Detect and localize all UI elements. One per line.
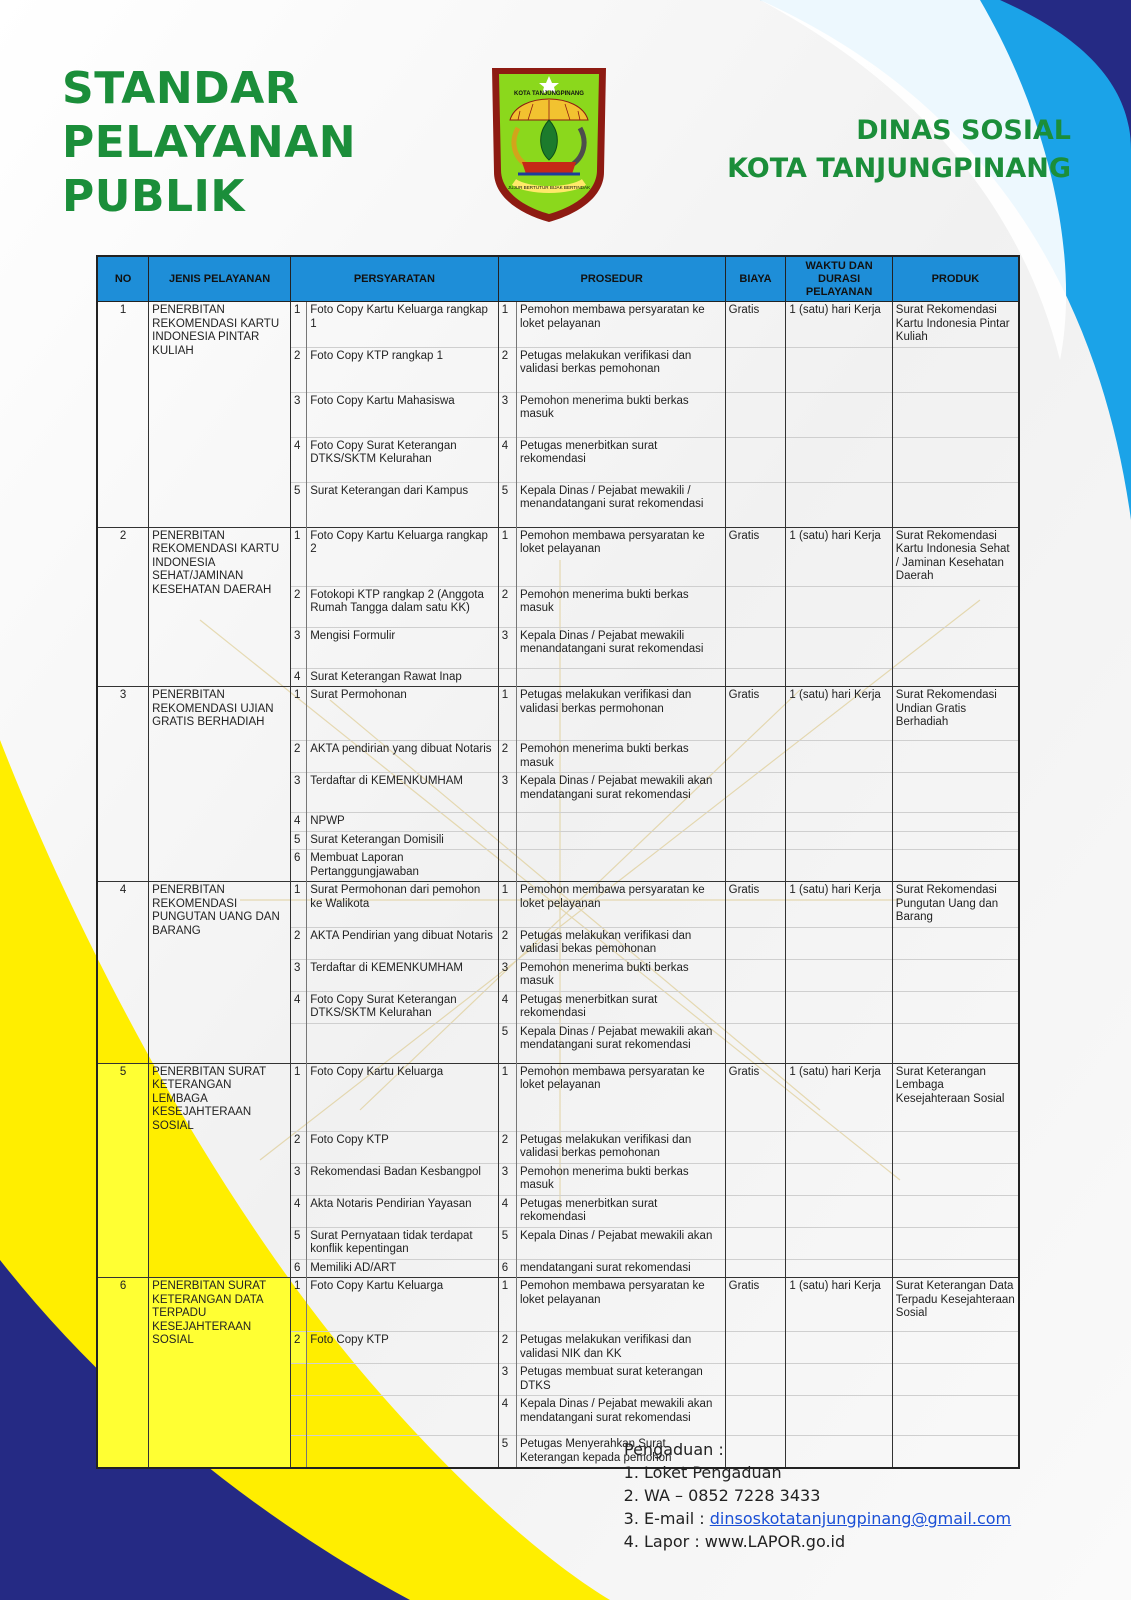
procedure-number: 1	[498, 302, 516, 348]
complaint-list	[624, 1461, 1011, 1553]
empty-cell	[892, 1163, 1019, 1195]
requirement-number: 3	[291, 392, 307, 437]
requirement-number: 3	[291, 773, 307, 813]
requirement-text	[307, 1364, 498, 1396]
logo-text-bottom: JUJUR BERTUTUR BIJAK BERTINDAK	[507, 185, 591, 190]
table-header-row	[97, 256, 1019, 302]
empty-cell	[725, 1023, 786, 1063]
procedure-text: Pemohon membawa persyaratan ke loket pelayanan	[516, 527, 725, 586]
empty-cell	[892, 959, 1019, 991]
procedure-number: 6	[498, 1259, 516, 1278]
service-duration: 1 (satu) hari Kerja	[786, 302, 892, 348]
requirement-text: Foto Copy Kartu Keluarga rangkap 1	[307, 302, 498, 348]
procedure-number: 1	[498, 527, 516, 586]
procedure-text: Petugas menerbitkan surat rekomendasi	[516, 1195, 725, 1227]
requirement-number: 5	[291, 1227, 307, 1259]
empty-cell	[725, 392, 786, 437]
empty-cell	[892, 392, 1019, 437]
empty-cell	[786, 437, 892, 482]
service-product: Surat Rekomendasi Undian Gratis Berhadiah	[892, 687, 1019, 741]
service-product: Surat Rekomendasi Kartu Indonesia Pintar Kuliah	[892, 302, 1019, 348]
empty-cell	[892, 586, 1019, 627]
empty-cell	[892, 773, 1019, 813]
requirement-text: Surat Keterangan Domisili	[307, 831, 498, 850]
procedure-number: 2	[498, 1332, 516, 1364]
requirement-number: 4	[291, 813, 307, 832]
empty-cell	[725, 347, 786, 392]
procedure-text: Pemohon menerima bukti berkas masuk	[516, 586, 725, 627]
empty-cell	[725, 627, 786, 668]
header-no: NO	[97, 256, 149, 302]
header-jenis: JENIS PELAYANAN	[149, 256, 291, 302]
complaint-item-email	[644, 1507, 1011, 1530]
service-product: Surat Rekomendasi Kartu Indonesia Sehat / Jaminan Kesehatan Daerah	[892, 527, 1019, 586]
procedure-number: 1	[498, 1278, 516, 1332]
requirement-text: Surat Permohonan	[307, 687, 498, 741]
complaint-item-wa: 2. WA – 0852 7228 3433	[644, 1484, 1011, 1507]
requirement-number: 1	[291, 882, 307, 928]
service-name: PENERBITAN SURAT KETERANGAN DATA TERPADU KESEJAHTERAAN SOSIAL	[149, 1278, 291, 1469]
procedure-number	[498, 813, 516, 832]
procedure-text: Petugas melakukan verifikasi dan validasi bekas pemohonan	[516, 927, 725, 959]
requirement-text: Foto Copy Kartu Keluarga	[307, 1063, 498, 1131]
service-product: Surat Keterangan Data Terpadu Kesejahteraan Sosial	[892, 1278, 1019, 1332]
table-row	[97, 527, 1019, 586]
header-produk: PRODUK	[892, 256, 1019, 302]
procedure-text: Pemohon membawa persyaratan ke loket pelayanan	[516, 302, 725, 348]
empty-cell	[725, 773, 786, 813]
procedure-number: 3	[498, 1163, 516, 1195]
service-standard-table	[96, 255, 1020, 1469]
table-row	[97, 1063, 1019, 1131]
header-prosedur: PROSEDUR	[498, 256, 725, 302]
procedure-number: 1	[498, 882, 516, 928]
procedure-number: 3	[498, 773, 516, 813]
empty-cell	[786, 627, 892, 668]
service-number: 1	[97, 302, 149, 528]
requirement-text: Membuat Laporan Pertanggungjawaban	[307, 850, 498, 882]
empty-cell	[892, 1195, 1019, 1227]
procedure-number: 2	[498, 586, 516, 627]
procedure-text: Petugas melakukan verifikasi dan validasi berkas pemohonan	[516, 347, 725, 392]
procedure-text: mendatangani surat rekomendasi	[516, 1259, 725, 1278]
header-persyaratan: PERSYARATAN	[291, 256, 499, 302]
header-waktu: WAKTU DAN DURASI PELAYANAN	[786, 256, 892, 302]
requirement-text: AKTA Pendirian yang dibuat Notaris	[307, 927, 498, 959]
empty-cell	[786, 959, 892, 991]
empty-cell	[786, 1227, 892, 1259]
requirement-number	[291, 1364, 307, 1396]
agency-line-2: KOTA TANJUNGPINANG	[727, 153, 1071, 184]
procedure-text: Petugas melakukan verifikasi dan validasi NIK dan KK	[516, 1332, 725, 1364]
procedure-text	[516, 831, 725, 850]
procedure-text: Petugas melakukan verifikasi dan validasi berkas permohonan	[516, 687, 725, 741]
procedure-text	[516, 813, 725, 832]
service-fee: Gratis	[725, 527, 786, 586]
requirement-text: Foto Copy Surat Keterangan DTKS/SKTM Kelurahan	[307, 437, 498, 482]
service-name: PENERBITAN REKOMENDASI PUNGUTAN UANG DAN BARANG	[149, 882, 291, 1064]
requirement-text	[307, 1396, 498, 1436]
procedure-text: Petugas menerbitkan surat rekomendasi	[516, 991, 725, 1023]
procedure-text: Pemohon menerima bukti berkas masuk	[516, 959, 725, 991]
procedure-number: 5	[498, 482, 516, 527]
procedure-number: 2	[498, 347, 516, 392]
requirement-number: 1	[291, 302, 307, 348]
title-line-2: PELAYANAN	[62, 117, 357, 168]
empty-cell	[725, 437, 786, 482]
empty-cell	[786, 668, 892, 687]
service-duration: 1 (satu) hari Kerja	[786, 1278, 892, 1332]
empty-cell	[786, 1023, 892, 1063]
agency-name	[727, 112, 1071, 188]
requirement-text: Akta Notaris Pendirian Yayasan	[307, 1195, 498, 1227]
empty-cell	[786, 482, 892, 527]
empty-cell	[786, 1163, 892, 1195]
requirement-number: 4	[291, 991, 307, 1023]
requirement-number	[291, 1436, 307, 1469]
requirement-text: Terdaftar di KEMENKUMHAM	[307, 959, 498, 991]
procedure-number: 4	[498, 991, 516, 1023]
empty-cell	[725, 741, 786, 773]
requirement-number	[291, 1396, 307, 1436]
procedure-number	[498, 850, 516, 882]
empty-cell	[725, 813, 786, 832]
procedure-text: Pemohon menerima bukti berkas masuk	[516, 1163, 725, 1195]
empty-cell	[786, 392, 892, 437]
procedure-text: Petugas Menyerahkan Surat Keterangan kepada pemohon	[516, 1436, 725, 1469]
service-name: PENERBITAN REKOMENDASI UJIAN GRATIS BERHADIAH	[149, 687, 291, 882]
requirement-text: Foto Copy Kartu Mahasiswa	[307, 392, 498, 437]
requirement-text: Terdaftar di KEMENKUMHAM	[307, 773, 498, 813]
empty-cell	[725, 1195, 786, 1227]
procedure-text: Petugas melakukan verifikasi dan validasi berkas pemohonan	[516, 1131, 725, 1163]
empty-cell	[725, 927, 786, 959]
empty-cell	[725, 1396, 786, 1436]
service-duration: 1 (satu) hari Kerja	[786, 687, 892, 741]
procedure-text: Kepala Dinas / Pejabat mewakili akan	[516, 1227, 725, 1259]
procedure-number: 3	[498, 627, 516, 668]
service-fee: Gratis	[725, 882, 786, 928]
requirement-number: 1	[291, 687, 307, 741]
procedure-text: Kepala Dinas / Pejabat mewakili akan mendatangani surat rekomendasi	[516, 773, 725, 813]
empty-cell	[786, 1396, 892, 1436]
requirement-text	[307, 1436, 498, 1469]
table-row	[97, 302, 1019, 348]
procedure-number: 1	[498, 687, 516, 741]
procedure-text: Kepala Dinas / Pejabat mewakili akan mendatangani surat rekomendasi	[516, 1396, 725, 1436]
service-number: 6	[97, 1278, 149, 1469]
empty-cell	[892, 482, 1019, 527]
table-row	[97, 687, 1019, 741]
requirement-text: Memiliki AD/ART	[307, 1259, 498, 1278]
requirement-number: 1	[291, 1278, 307, 1332]
empty-cell	[892, 1259, 1019, 1278]
table-row	[97, 1278, 1019, 1332]
empty-cell	[892, 1023, 1019, 1063]
requirement-number: 2	[291, 741, 307, 773]
procedure-text: Pemohon menerima bukti berkas masuk	[516, 392, 725, 437]
procedure-number: 4	[498, 1396, 516, 1436]
empty-cell	[892, 347, 1019, 392]
service-duration: 1 (satu) hari Kerja	[786, 1063, 892, 1131]
requirement-number: 2	[291, 1332, 307, 1364]
procedure-text: Pemohon membawa persyaratan ke loket pelayanan	[516, 882, 725, 928]
procedure-number: 5	[498, 1436, 516, 1469]
procedure-text	[516, 850, 725, 882]
empty-cell	[786, 773, 892, 813]
requirement-number: 6	[291, 1259, 307, 1278]
empty-cell	[786, 927, 892, 959]
requirement-text: Foto Copy Surat Keterangan DTKS/SKTM Kelurahan	[307, 991, 498, 1023]
procedure-text: Kepala Dinas / Pejabat mewakili menandatangani surat rekomendasi	[516, 627, 725, 668]
empty-cell	[892, 927, 1019, 959]
empty-cell	[725, 1259, 786, 1278]
requirement-text: Fotokopi KTP rangkap 2 (Anggota Rumah Tangga dalam satu KK)	[307, 586, 498, 627]
procedure-number: 2	[498, 927, 516, 959]
agency-line-1: DINAS SOSIAL	[856, 115, 1071, 146]
procedure-number: 5	[498, 1227, 516, 1259]
email-label: E-mail :	[644, 1509, 710, 1528]
email-link[interactable]: dinsoskotatanjungpinang@gmail.com	[709, 1509, 1012, 1528]
requirement-text: Foto Copy KTP	[307, 1332, 498, 1364]
procedure-number: 5	[498, 1023, 516, 1063]
procedure-text: Petugas membuat surat keterangan DTKS	[516, 1364, 725, 1396]
service-number: 4	[97, 882, 149, 1064]
empty-cell	[892, 1332, 1019, 1364]
empty-cell	[786, 850, 892, 882]
requirement-text	[307, 1023, 498, 1063]
complaint-title: Pengaduan :	[624, 1440, 724, 1459]
empty-cell	[786, 741, 892, 773]
service-product: Surat Rekomendasi Pungutan Uang dan Barang	[892, 882, 1019, 928]
procedure-number: 4	[498, 1195, 516, 1227]
service-name: PENERBITAN REKOMENDASI KARTU INDONESIA PINTAR KULIAH	[149, 302, 291, 528]
empty-cell	[725, 1163, 786, 1195]
procedure-text	[516, 668, 725, 687]
procedure-number	[498, 831, 516, 850]
service-fee: Gratis	[725, 302, 786, 348]
empty-cell	[892, 850, 1019, 882]
empty-cell	[892, 668, 1019, 687]
requirement-text: Surat Keterangan dari Kampus	[307, 482, 498, 527]
empty-cell	[786, 586, 892, 627]
requirement-number: 1	[291, 527, 307, 586]
empty-cell	[786, 347, 892, 392]
table-row	[97, 882, 1019, 928]
procedure-number: 3	[498, 392, 516, 437]
requirement-number: 3	[291, 627, 307, 668]
empty-cell	[725, 1131, 786, 1163]
empty-cell	[892, 1364, 1019, 1396]
procedure-text: Pemohon membawa persyaratan ke loket pelayanan	[516, 1063, 725, 1131]
empty-cell	[786, 1364, 892, 1396]
procedure-number: 2	[498, 1131, 516, 1163]
empty-cell	[725, 1227, 786, 1259]
empty-cell	[786, 1195, 892, 1227]
empty-cell	[892, 1227, 1019, 1259]
requirement-text: Mengisi Formulir	[307, 627, 498, 668]
empty-cell	[725, 1332, 786, 1364]
procedure-number: 3	[498, 1364, 516, 1396]
empty-cell	[786, 831, 892, 850]
empty-cell	[786, 813, 892, 832]
service-number: 2	[97, 527, 149, 687]
requirement-number: 2	[291, 586, 307, 627]
procedure-text: Pemohon menerima bukti berkas masuk	[516, 741, 725, 773]
empty-cell	[725, 668, 786, 687]
requirement-number: 5	[291, 482, 307, 527]
requirement-text: Surat Pernyataan tidak terdapat konflik kepentingan	[307, 1227, 498, 1259]
procedure-number	[498, 668, 516, 687]
page-title	[62, 62, 356, 224]
service-number: 3	[97, 687, 149, 882]
requirement-number: 4	[291, 437, 307, 482]
service-name: PENERBITAN REKOMENDASI KARTU INDONESIA SEHAT/JAMINAN KESEHATAN DAERAH	[149, 527, 291, 687]
header-biaya: BIAYA	[725, 256, 786, 302]
service-fee: Gratis	[725, 1278, 786, 1332]
logo-text-top: KOTA TANJUNGPINANG	[514, 91, 584, 97]
complaint-item-lapor: 4. Lapor : www.LAPOR.go.id	[644, 1530, 1011, 1553]
requirement-text: Surat Permohonan dari pemohon ke Walikota	[307, 882, 498, 928]
procedure-number: 1	[498, 1063, 516, 1131]
requirement-number: 5	[291, 831, 307, 850]
procedure-number: 4	[498, 437, 516, 482]
requirement-number: 2	[291, 927, 307, 959]
requirement-number: 3	[291, 959, 307, 991]
complaint-item-loket: 1. Loket Pengaduan	[644, 1461, 1011, 1484]
requirement-number: 4	[291, 1195, 307, 1227]
empty-cell	[786, 1332, 892, 1364]
requirement-text: Foto Copy Kartu Keluarga rangkap 2	[307, 527, 498, 586]
requirement-text: NPWP	[307, 813, 498, 832]
requirement-text: Foto Copy KTP rangkap 1	[307, 347, 498, 392]
empty-cell	[786, 991, 892, 1023]
service-duration: 1 (satu) hari Kerja	[786, 882, 892, 928]
empty-cell	[725, 586, 786, 627]
requirement-number: 2	[291, 1131, 307, 1163]
service-duration: 1 (satu) hari Kerja	[786, 527, 892, 586]
empty-cell	[725, 831, 786, 850]
requirement-text: Surat Keterangan Rawat Inap	[307, 668, 498, 687]
requirement-number: 1	[291, 1063, 307, 1131]
requirement-text: Foto Copy Kartu Keluarga	[307, 1278, 498, 1332]
title-line-1: STANDAR	[62, 63, 300, 114]
complaint-section	[624, 1438, 1011, 1553]
empty-cell	[892, 741, 1019, 773]
requirement-number: 2	[291, 347, 307, 392]
requirement-number: 3	[291, 1163, 307, 1195]
empty-cell	[892, 1396, 1019, 1436]
procedure-text: Petugas menerbitkan surat rekomendasi	[516, 437, 725, 482]
procedure-text: Kepala Dinas / Pejabat mewakili / menandatangani surat rekomendasi	[516, 482, 725, 527]
requirement-text: Rekomendasi Badan Kesbangpol	[307, 1163, 498, 1195]
procedure-number: 3	[498, 959, 516, 991]
empty-cell	[725, 991, 786, 1023]
requirement-number: 4	[291, 668, 307, 687]
empty-cell	[892, 627, 1019, 668]
empty-cell	[725, 850, 786, 882]
empty-cell	[786, 1131, 892, 1163]
service-name: PENERBITAN SURAT KETERANGAN LEMBAGA KESEJAHTERAAN SOSIAL	[149, 1063, 291, 1278]
procedure-text: Pemohon membawa persyaratan ke loket pelayanan	[516, 1278, 725, 1332]
empty-cell	[725, 959, 786, 991]
city-emblem-logo	[488, 62, 610, 226]
empty-cell	[892, 991, 1019, 1023]
requirement-number: 6	[291, 850, 307, 882]
procedure-number: 2	[498, 741, 516, 773]
requirement-text: Foto Copy KTP	[307, 1131, 498, 1163]
empty-cell	[725, 482, 786, 527]
service-number: 5	[97, 1063, 149, 1278]
table-body	[97, 302, 1019, 1469]
empty-cell	[786, 1259, 892, 1278]
empty-cell	[892, 437, 1019, 482]
empty-cell	[892, 1131, 1019, 1163]
empty-cell	[892, 831, 1019, 850]
requirement-number	[291, 1023, 307, 1063]
requirement-text: AKTA pendirian yang dibuat Notaris	[307, 741, 498, 773]
service-product: Surat Keterangan Lembaga Kesejahteraan Sosial	[892, 1063, 1019, 1131]
empty-cell	[892, 813, 1019, 832]
service-fee: Gratis	[725, 687, 786, 741]
empty-cell	[725, 1364, 786, 1396]
procedure-text: Kepala Dinas / Pejabat mewakili akan mendatangani surat rekomendasi	[516, 1023, 725, 1063]
service-fee: Gratis	[725, 1063, 786, 1131]
title-line-3: PUBLIK	[62, 171, 246, 222]
